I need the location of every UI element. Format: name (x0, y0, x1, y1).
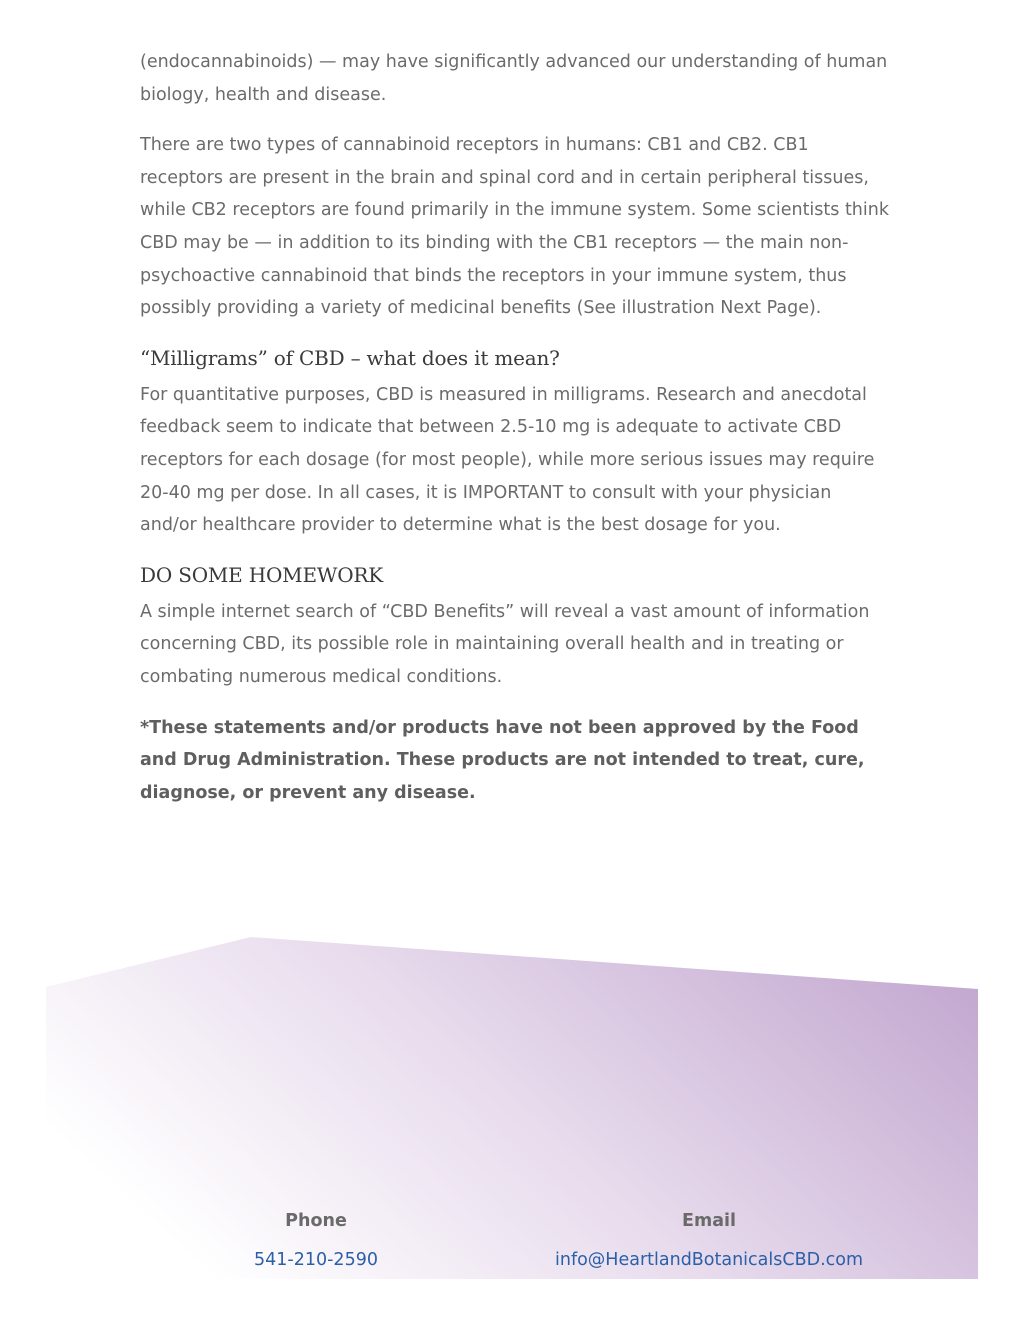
document-body (140, 46, 890, 809)
milligrams-paragraph: For quantitative purposes, CBD is measured in milligrams. Research and anecdotal feedback seem to indicate that between 2.5-10 mg is adequate to activate CBD receptors for each dosage (for most people), while more serious issues may require 20-40 mg per dose. In all cases, it is IMPORTANT to consult with your physician and/or healthcare provider to determine what is the best dosage for you. (140, 384, 875, 536)
email-label: Email (682, 1211, 736, 1231)
homework-paragraph: A simple internet search of “CBD Benefits” will reveal a vast amount of information concerning CBD, its possible role in maintaining overall health and in treating or combating numerous medical conditions. (140, 601, 870, 687)
fda-disclaimer: *These statements and/or products have not been approved by the Food and Drug Administration. These products are not intended to treat, cure, diagnose, or prevent any disease. (140, 717, 865, 803)
phone-contact (226, 1210, 406, 1271)
receptors-paragraph: There are two types of cannabinoid receptors in humans: CB1 and CB2. CB1 receptors are present in the brain and spinal cord and in certain peripheral tissues, while CB2 receptors are found primarily in the immune system. Some scientists think CBD may be — in addition to its binding with the CB1 receptors — the main non-psychoactive cannabinoid that binds the receptors in your immune system, thus possibly providing a variety of medicinal benefits (See illustration Next Page). (140, 135, 889, 319)
homework-heading: DO SOME HOMEWORK (140, 562, 383, 587)
phone-link[interactable]: 541-210-2590 (254, 1250, 378, 1270)
phone-label: Phone (285, 1211, 347, 1231)
contact-footer (46, 935, 978, 1279)
email-link[interactable]: info@HeartlandBotanicalsCBD.com (554, 1250, 864, 1270)
milligrams-heading: “Milligrams” of CBD – what does it mean? (140, 345, 560, 370)
email-contact (526, 1210, 892, 1271)
intro-continuation-paragraph: (endocannabinoids) — may have significantly advanced our understanding of human biology, health and disease. (140, 52, 888, 105)
